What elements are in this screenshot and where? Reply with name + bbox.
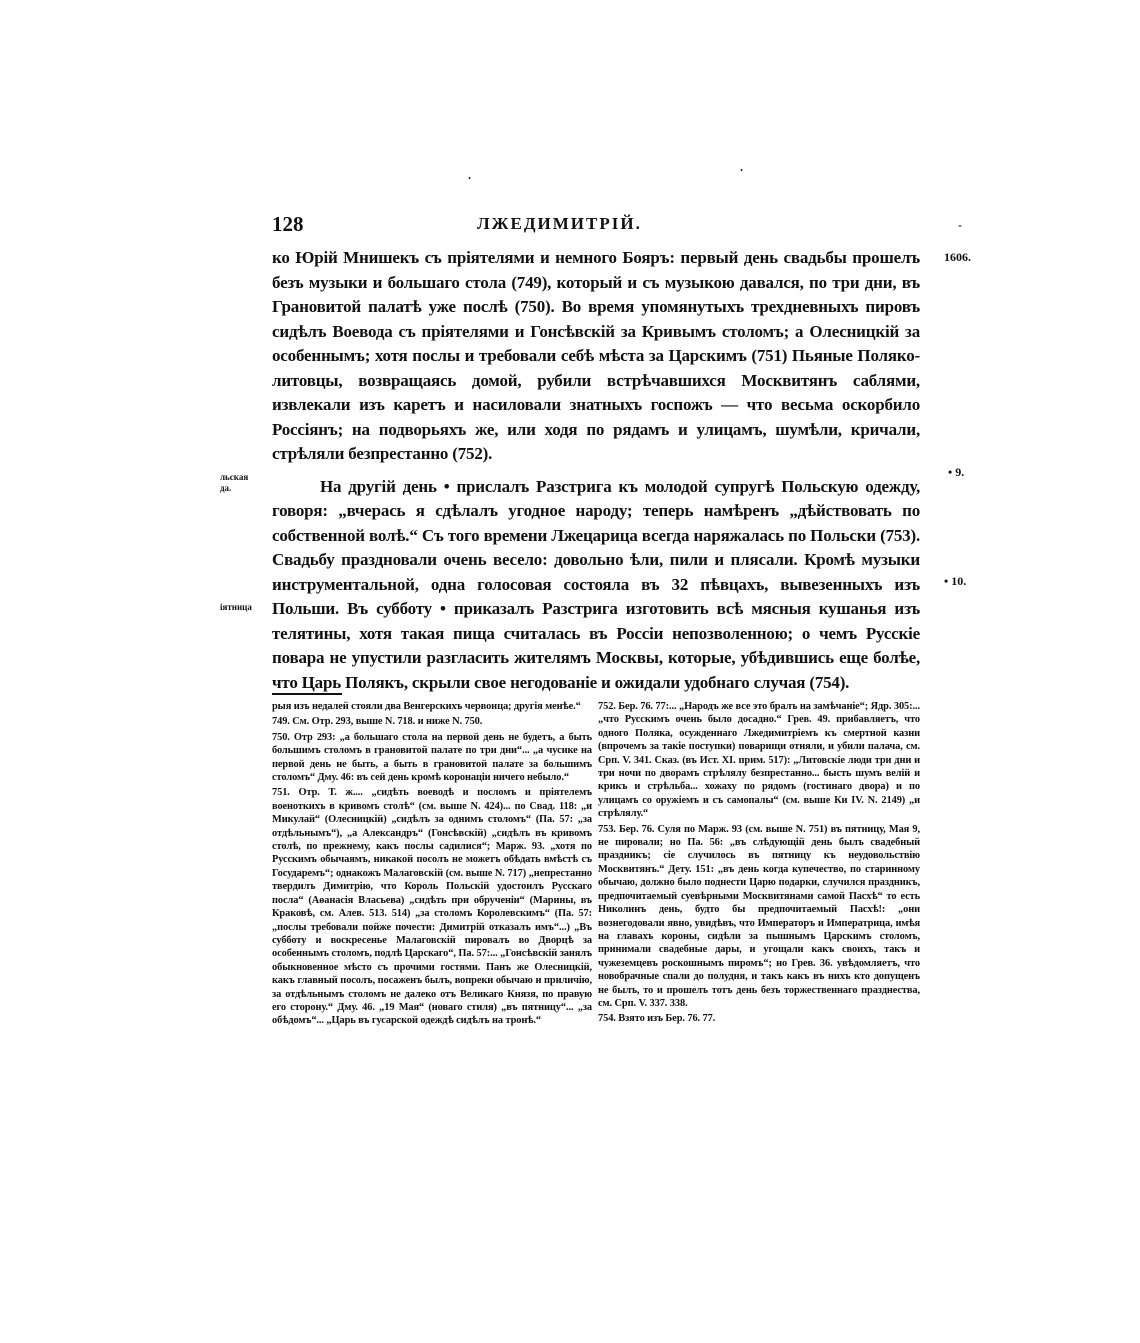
print-dot-mark: . <box>740 160 743 174</box>
margin-note-10: • 10. <box>944 574 967 588</box>
footnote: 754. Взято изъ Бер. 76. 77. <box>598 1013 716 1025</box>
footnote: 752. Бер. 76. 77:... „Народъ же все это бралъ на замѣчаніе“; Ядр. 305:... „что Русскимъ очень было досадно.“ Грев. 49. прибавляетъ, что одного Поляка, осужденнаго Лжедимитріемъ къ смертной казни (впрочемъ за такіе поступки) поварищи отняли, и убили палача, см. Срп. V. 341. Сказ. (въ Ист. XI. прим. 517): „Литовскіе люди три дни и три ночи по дворамъ стрѣлялу безпрестанно... бысть шумъ велій и крикъ и стрѣльба... хожаху по рядомъ (гостинаго двора) и по улицамъ со оружіемъ и съ самопалы“ (см. выше Ки IV. N. 2149) „и стрѣлялу.“ <box>598 701 920 820</box>
page-header <box>272 212 922 242</box>
print-dot-mark: . <box>468 168 471 182</box>
left-margin-note: іятница <box>220 602 252 612</box>
page-number: 128 <box>272 212 304 236</box>
left-margin-note: льская да. <box>220 472 249 493</box>
margin-note-9: • 9. <box>948 465 965 479</box>
footnotes-right-column <box>598 700 920 1028</box>
footnote: 749. См. Отр. 293, выше N. 718. и ниже N. 750. <box>272 716 483 728</box>
main-text <box>272 246 920 695</box>
footnote-separator <box>272 693 342 695</box>
footnote: рыя изъ недалей стояли два Венгерскихъ червонца; другія менѣе.“ <box>272 701 581 712</box>
footnote: 753. Бер. 76. Суля по Марж. 93 (см. выше N. 751) въ пятницу, Мая 9, не пировали; но Па. 56: „въ слѣдующій день былъ свадебный праздникъ; сіе случилось въ пятницу къ неудовольствію Москвитянъ.“ Дету. 151: „въ день когда купечество, по старинному обычаю, должно было поднести Царю подарки, случился праздникъ, предпочитаемый суевѣрными Москвитянами самой Пасхѣ“ то есть Николинъ день, будто бы предпочитаемый Пасхѣ!: „они вознегодовали явно, увидѣвъ, что Императоръ и Императрица, имѣя на главахъ короны, сидѣли за пышнымъ Царскимъ столомъ, принимали свадебные дары, и угощали какъ своихъ, такъ и чужеземцевъ роскошнымъ пиромъ“; но Грев. 36. увѣдомляетъ, что новобрачные спали до полудня, и такъ какъ въ нихъ кто допущенъ не былъ, то и прошелъ тотъ день безъ торжественнаго празднества, см. Срп. V. 337. 338. <box>598 823 920 1009</box>
paragraph: ко Юрій Мнишекъ съ пріятелями и немного Бояръ: первый день свадьбы прошелъ безъ музыки и большаго стола (749), который и съ музыкою давался, по три дни, въ Грановитой палатѣ уже послѣ (750). Во время упомянутыхъ трехдневныхъ пировъ сидѣлъ Воевода съ пріятелями и Гонсѣвскій за Кривымъ столомъ; а Олесницкій за особеннымъ; хотя послы и требовали себѣ мѣста за Царскимъ (751) Пьяные Поляко-литовцы, возвращаясь домой, рубили встрѣчавшихся Москвитянъ саблями, извлекали изъ каретъ и насиловали знатныхъ госпожъ — что весьма оскорбило Россіянъ; на подворьяхъ же, или ходя по рядамъ и улицамъ, шумѣли, кричали, стрѣляли безпрестанно (752). <box>272 248 920 463</box>
print-dash-mark: - <box>958 218 962 232</box>
footnotes-left-column <box>272 700 592 1030</box>
running-title: ЛЖЕДИМИТРІЙ. <box>477 214 642 233</box>
margin-year: 1606. <box>944 250 971 264</box>
footnote: 751. Отр. Т. ж.... „сидѣть воеводѣ и посломъ и пріятелемъ военоткихъ в кривомъ столѣ“ (см. выше N. 424)... по Свад. 118: „и Микулай“ (Олесницкій) „сидѣлъ за однимъ столомъ“ (Па. 57: „за отдѣльнымъ“), „а Александръ“ (Гонсѣвскій) „сидѣлъ въ кривомъ столѣ, по прежнему, какъ послы садилися“; Марж. 93. „хотя по Русскимъ обычаямъ, никакой посолъ не можетъ обѣдать вмѣстѣ съ Государемъ“; однакожъ Малаговскій (см. выше N. 717) „непрестанно твердилъ Димитрію, что Король Польскій удостоилъ Русскаго посла“ (Аѳанасія Власьева) „сидѣть при обрученіи“ (Марины, въ Краковѣ, см. Алев. 513. 514) „за столомъ Королевскимъ“ (Па. 57: „послы требовали пойже почести: Димитрій отказалъ имъ“...) „Въ субботу и воскресенье Малаговскій пировалъ во Дворцѣ за особеннымъ столомъ, подлѣ Царскаго“, Па. 57:... „Гонсѣвскій занялъ обыкновенное мѣсто съ прочими гостями. Панъ же Олесницкій, какъ главный посолъ, посаженъ былъ, вопреки обычаю и приличію, за отдѣльнымъ столомъ не далеко отъ Великаго Князя, по правую его сторону.“ Дму. 46. „19 Мая“ (новаго стиля) „въ пятницу“... „за обѣдомъ“... „Царь въ гусарской одеждѣ сидѣлъ на тронѣ.“ <box>272 787 592 1027</box>
footnote: 750. Отр 293: „а большаго стола на первой день не будетъ, а быть большимъ столомъ в грановитой палате по три дни“... „а чусике на первой день не быть, а быть в грановитой палате за большимъ столомъ“ Дму. 46: въ сей день кромѣ коронаціи ничего небыло.“ <box>272 731 592 784</box>
paragraph: На другій день • прислалъ Разстрига къ молодой супругѣ Польскую одежду, говоря: „вчерась я сдѣлалъ угодное народу; теперь намѣренъ „дѣйствовать по собственной волѣ.“ Съ того времени Лжецарица всегда наряжалась по Польски (753). Свадьбу праздновали очень весело: довольно ѣли, пили и плясали. Кромѣ музыки инструментальной, одна голосовая состояла въ 32 пѣвцахъ, вывезенныхъ изъ Польши. Въ субботу • приказалъ Разстрига изготовить всѣ мясныя кушанья изъ телятины, хотя такая пища считалась въ Россіи непозволенною; о чемъ Русскіе повара не упустили разгласить жителямъ Москвы, которые, убѣдившись еще болѣе, что Царь Полякъ, скрыли свое негодованіе и ожидали удобнаго случая (754). <box>272 476 920 692</box>
